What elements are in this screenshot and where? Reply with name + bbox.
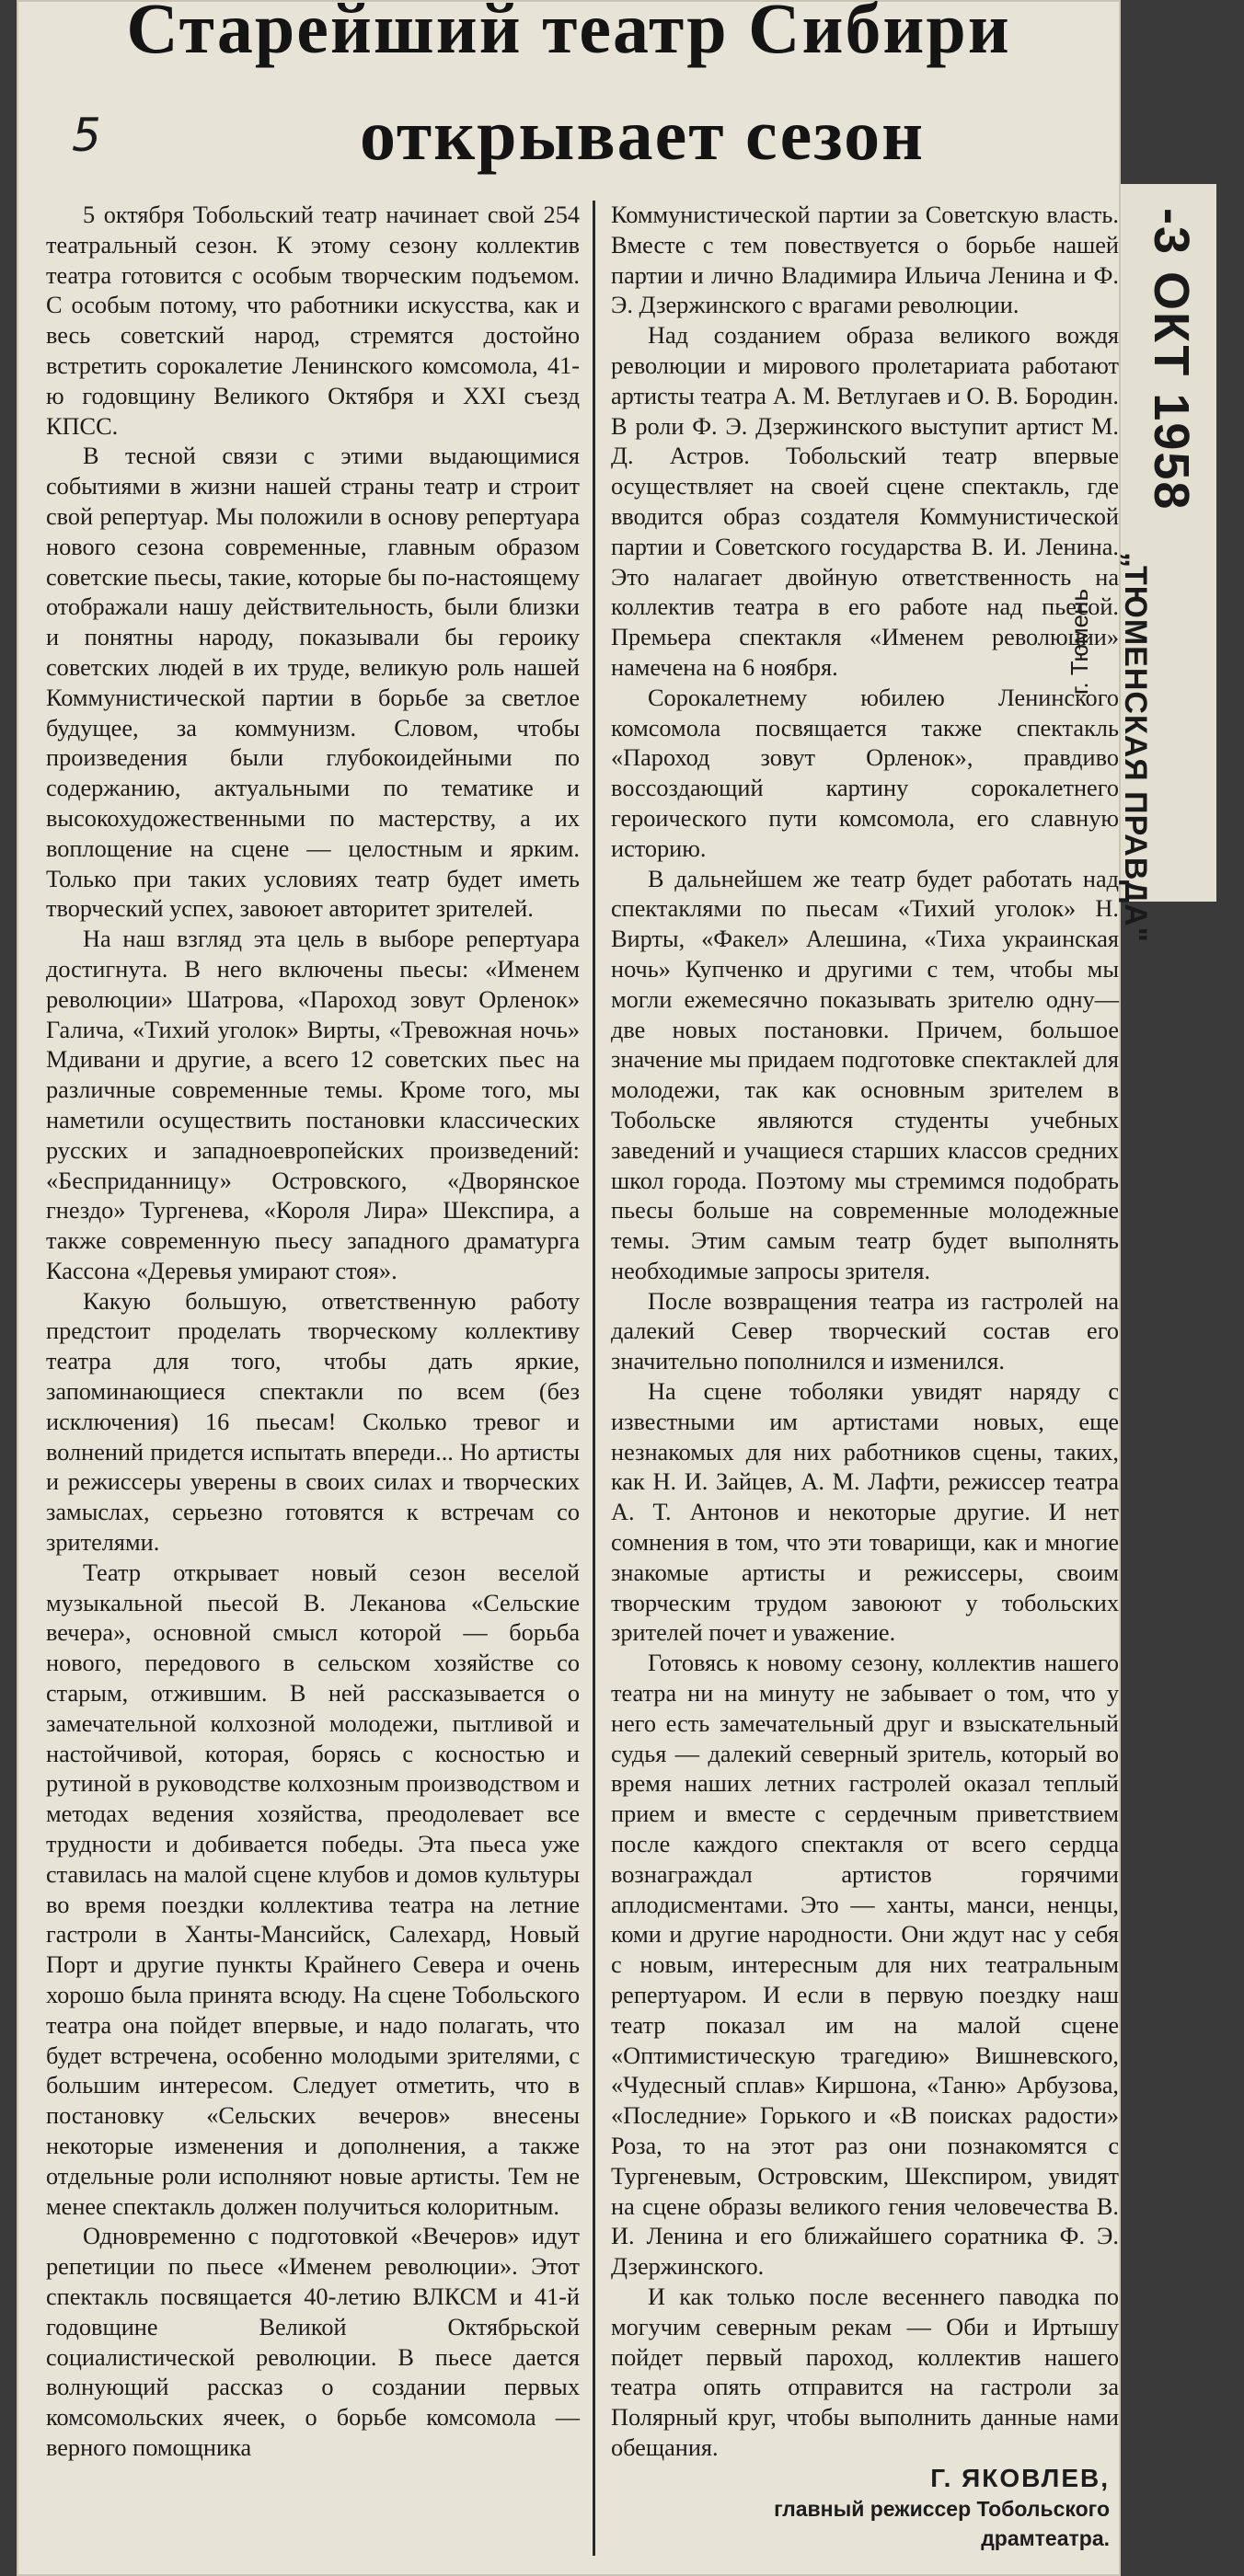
stamp-date: -3 ОКТ 1958 [1144, 208, 1199, 512]
author-signature: Г. ЯКОВЛЕВ, [930, 2463, 1110, 2492]
author-role: главный режиссер Тобольского [774, 2496, 1110, 2521]
paragraph: На сцене тоболяки увидят наряду с известными им артистами новых, еще незнакомых для них работников сцены, таких, как Н. И. Зайцев, А. М. Лафти, режиссер театра А. Т. Антонов и некоторые другие. И нет сомнения в том, что эти товарищи, как и многие знакомые артисты и режиссеры, своим творческим трудом завоюют у тобольских зрителей почет и уважение. [611, 1378, 1119, 1647]
archive-stamp [1065, 184, 1216, 943]
author-role-continued: драмтеатра. [981, 2525, 1110, 2550]
paragraph: Театр открывает новый сезон веселой музыкальной пьесой В. Леканова «Сельские вечера», основной смысл которой — борьба нового, передового в сельском хозяйстве со старым, отжившим. В ней рассказывается о замечательной колхозной молодежи, пытливой и настойчивой, которая, борясь с косностью и рутиной в руководстве колхозным производством и методах ведения хозяйства, преодолевает все трудности и добивается победы. Эта пьеса уже ставилась на малой сцене клубов и домов культуры во время поездки коллектива театра на летние гастроли в Ханты-Мансийск, Салехард, Новый Порт и другие пункты Крайнего Севера и очень хорошо была принята всюду. На сцене Тобольского театра она пойдет впервые, и надо полагать, что будет встречена, особенно молодыми зрителями, с большим интересом. Следует отметить, что в постановку «Сельских вечеров» внесены некоторые изменения и дополнения, а также отдельные роли исполняют новые артисты. Тем не менее спектакль должен получиться колоритным. [46, 1558, 580, 2220]
paragraph: Одновременно с подготовкой «Вечеров» идут репетиции по пьесе «Именем революции». Этот спектакль посвящается 40-летию ВЛКСМ и 41-й годовщине Великой Октябрьской социалистической революции. В пьесе дается волнующий рассказ о создании первых комсомольских ячеек, о борьбе комсомола — верного помощника [46, 2223, 580, 2461]
paragraph: На наш взгляд эта цель в выборе репертуара достигнута. В него включены пьесы: «Именем революции» Шатрова, «Пароход зовут Орленок» Галича, «Тихий уголок» Вирты, «Тревожная ночь» Мдивани и другие, а всего 12 советских пьес на различные современные темы. Кроме того, мы наметили осуществить постановки классических русских и западноевропейских произведений: «Бесприданницу» Островского, «Дворянское гнездо» Тургенева, «Короля Лира» Шекспира, а также современную пьесу западного драматурга Кассона «Деревья умирают стоя». [46, 926, 580, 1284]
paragraph: В тесной связи с этими выдающимися событиями в жизни нашей страны театр и строит свой репертуар. Мы положили в основу репертуара нового сезона современные, главным образом советские пьесы, такие, которые бы по-настоящему отображали нашу действительность, были близки и понятны народу, показывали бы героику советских людей в их труде, великую роль нашей Коммунистической партии в борьбе за светлое будущее, за коммунизм. Словом, чтобы произведения были глубокоидейными по содержанию, актуальными по тематике и высокохудожественными по мастерству, а их воплощение на сцене — целостным и ярким. Только при таких условиях театр будет иметь творческий успех, завоюет авторитет зрителей. [46, 443, 580, 923]
paragraph: Над созданием образа великого вождя революции и мирового пролетариата работают артисты театра А. М. Ветлугаев и О. В. Бородин. В роли Ф. Э. Дзержинского выступит артист М. Д. Астров. Тобольский театр впервые осуществляет на своей сцене спектакль, где вводится образ создателя Коммунистической партии и Советского государства В. И. Ленина. Это налагает двойную ответственность на коллектив театра в его работе над пьесой. Премьера спектакля «Именем революции» намечена на 6 ноября. [611, 322, 1119, 681]
headline-line-1: Старейший театр Сибири [126, 0, 1011, 68]
handwritten-number: 5 [72, 109, 101, 162]
paragraph: Какую большую, ответственную работу предстоит проделать творческому коллективу театра для того, чтобы дать яркие, запоминающиеся спектакли по всем (без исключения) 16 пьесам! Сколько тревог и волнений придется испытать впереди... Но артисты и режиссеры уверены в своих силах и творческих замыслах, серьезно готовятся к встречам со зрителями. [46, 1287, 580, 1557]
paragraph: Готовясь к новому сезону, коллектив нашего театра ни на минуту не забывает о том, что у него есть замечательный друг и взыскательный судья — далекий северный зритель, который во время наших летних гастролей оказал теплый прием и вместе с сердечным приветствием после каждого спектакля от всего сердца вознаграждал артистов горячими аплодисментами. Это — ханты, манси, ненцы, коми и другие народности. Они ждут нас у себя с новым, интересным для них театральным репертуаром. И если в первую поездку наш театр показал им на малой сцене «Оптимистическую трагедию» Вишневского, «Чудесный сплав» Киршона, «Таню» Арбузова, «Последние» Горького и «В поисках радости» Роза, то на этот раз они познакомятся с Тургеневым, Островским, Шекспиром, увидят на сцене образы великого гения человечества В. И. Ленина и его ближайшего соратника Ф. Э. Дзержинского. [611, 1650, 1119, 2281]
newspaper-clipping [17, 0, 1121, 2576]
paragraph: И как только после весеннего паводка по могучим северным рекам — Оби и Иртышу пойдет первый пароход, коллектив нашего театра опять отправится на гастроли за Полярный круг, чтобы выполнить данные нами обещания. [611, 2283, 1119, 2461]
article-left-column [46, 201, 580, 2556]
article-right-column [611, 201, 1119, 2550]
paragraph: В дальнейшем же театр будет работать над спектаклями по пьесам «Тихий уголок» Н. Вирты, «Факел» Алешина, «Тиха украинская ночь» Купченко и другими с тем, чтобы мы могли ежемесячно показывать зрителю одну—две новых постановки. Причем, большое значение мы придаем подготовке спектаклей для молодежи, так как основным зрителем в Тобольске являются студенты учебных заведений и учащиеся старших классов средних школ города. Поэтому мы стремимся подобрать пьесы больше на современные молодежные темы. Этим самым театр будет выполнять необходимые запросы зрителя. [611, 865, 1119, 1284]
stamp-newspaper-name: „ТЮМЕНСКАЯ ПРАВДА" [1118, 552, 1153, 943]
paragraph: Сорокалетнему юбилею Ленинского комсомола посвящается также спектакль «Пароход зовут Орленок», правдиво воссоздающий картину сорокалетнего героического пути комсомола, его славную историю. [611, 684, 1119, 862]
column-divider [593, 201, 595, 2556]
stamp-city: г. Тюмень [1065, 589, 1093, 695]
paragraph: 5 октября Тобольский театр начинает свой 254 театральный сезон. К этому сезону коллектив театра готовится с особым творческим подъемом. С особым потому, что работники искусства, как и весь советский народ, стремятся достойно встретить сорокалетие Ленинского комсомола, 41-ю годовщину Великого Октября и XXI съезд КПСС. [46, 201, 580, 440]
paragraph: Коммунистической партии за Советскую власть. Вместе с тем повествуется о борьбе нашей партии и лично Владимира Ильича Ленина и Ф. Э. Дзержинского с врагами революции. [611, 201, 1119, 319]
headline-line-2: открывает сезон [359, 95, 926, 175]
paragraph: После возвращения театра из гастролей на далекий Север творческий состав его значительно пополнился и изменился. [611, 1287, 1119, 1375]
